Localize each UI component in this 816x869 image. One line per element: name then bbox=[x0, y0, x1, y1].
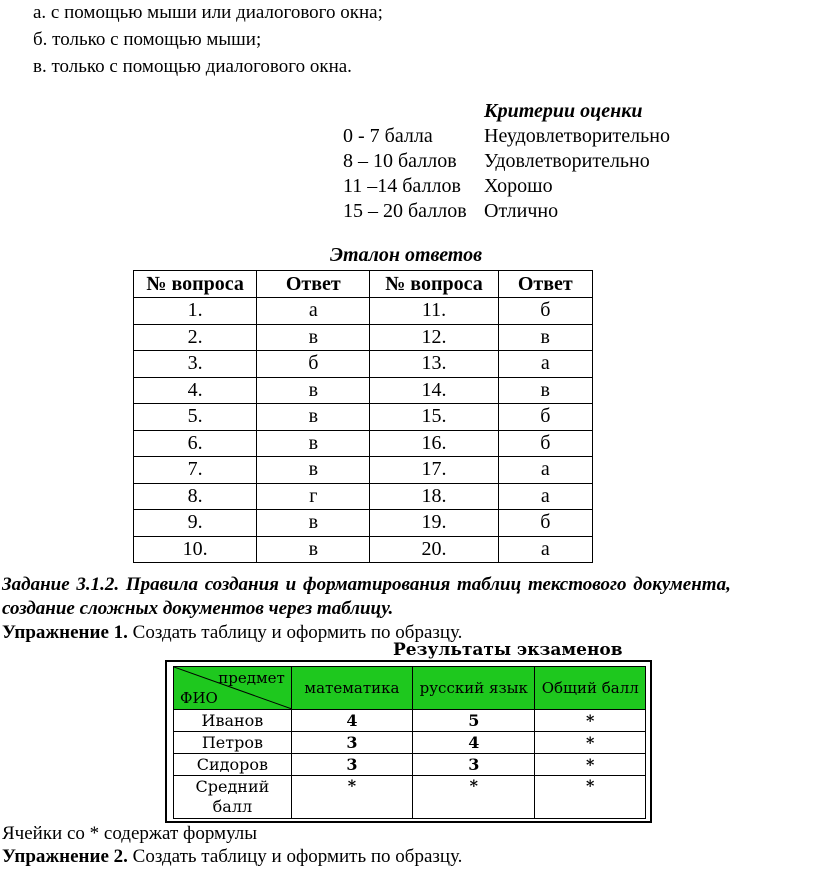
table-row bbox=[134, 377, 593, 404]
cell: * bbox=[413, 776, 535, 819]
cell: 3 bbox=[291, 732, 412, 754]
cell: б bbox=[498, 510, 592, 537]
cell: 4 bbox=[291, 710, 412, 732]
cell-name: Петров bbox=[174, 732, 292, 754]
table-header-row bbox=[134, 271, 593, 298]
cell: в bbox=[257, 377, 370, 404]
cell: а bbox=[498, 351, 592, 378]
cell: * bbox=[535, 732, 646, 754]
cell: 5 bbox=[413, 710, 535, 732]
exercise-text: Создать таблицу и оформить по образцу. bbox=[127, 846, 463, 867]
table-row bbox=[134, 298, 593, 325]
cell: в bbox=[498, 377, 592, 404]
criteria-grade: Удовлетворительно bbox=[484, 150, 650, 172]
cell: а bbox=[257, 298, 370, 325]
cell: 16. bbox=[370, 430, 498, 457]
criteria-grade: Отлично bbox=[484, 200, 559, 222]
cell: 11. bbox=[370, 298, 498, 325]
exercise-label: Упражнение 2. bbox=[2, 846, 128, 867]
cell: 19. bbox=[370, 510, 498, 537]
cell: 4 bbox=[413, 732, 535, 754]
cell: * bbox=[535, 776, 646, 819]
exercise-label: Упражнение 1. bbox=[2, 622, 128, 643]
table-row bbox=[174, 754, 646, 776]
cell: б bbox=[498, 404, 592, 431]
cell: 1. bbox=[134, 298, 257, 325]
table-row bbox=[134, 536, 593, 563]
criteria-range: 15 – 20 баллов bbox=[343, 200, 467, 222]
exam-title: Результаты экзаменов bbox=[393, 640, 623, 660]
table-row bbox=[174, 776, 646, 819]
answers-table bbox=[133, 270, 593, 563]
cell: б bbox=[498, 298, 592, 325]
cell: б bbox=[257, 351, 370, 378]
option-c: в. только с помощью диалогового окна. bbox=[33, 56, 352, 77]
cell: б bbox=[498, 430, 592, 457]
cell: а bbox=[498, 457, 592, 484]
criteria-grade: Неудовлетворительно bbox=[484, 125, 670, 147]
table-row bbox=[134, 510, 593, 537]
cell: 7. bbox=[134, 457, 257, 484]
cell: 4. bbox=[134, 377, 257, 404]
cell: 3. bbox=[134, 351, 257, 378]
answers-title: Эталон ответов bbox=[330, 244, 483, 266]
task-heading-line1: Задание 3.1.2. Правила создания и форматирования таблиц текстового документа, bbox=[2, 574, 731, 595]
criteria-range: 0 - 7 балла bbox=[343, 125, 433, 147]
cell: 5. bbox=[134, 404, 257, 431]
table-row bbox=[134, 404, 593, 431]
cell: в bbox=[257, 404, 370, 431]
col-header: Общий балл bbox=[535, 667, 646, 710]
col-header: математика bbox=[291, 667, 412, 710]
cell: г bbox=[257, 483, 370, 510]
option-b: б. только с помощью мыши; bbox=[33, 29, 262, 50]
corner-cell bbox=[174, 667, 292, 710]
cell: 17. bbox=[370, 457, 498, 484]
cell-name: Сидоров bbox=[174, 754, 292, 776]
cell: * bbox=[535, 754, 646, 776]
cell: 12. bbox=[370, 324, 498, 351]
table-row bbox=[174, 710, 646, 732]
cell: 20. bbox=[370, 536, 498, 563]
cell: в bbox=[257, 457, 370, 484]
cell: * bbox=[291, 776, 412, 819]
cell: в bbox=[257, 536, 370, 563]
corner-top-label: предмет bbox=[218, 669, 285, 687]
criteria-title: Критерии оценки bbox=[484, 100, 643, 122]
cell: 8. bbox=[134, 483, 257, 510]
cell: 18. bbox=[370, 483, 498, 510]
cell: 9. bbox=[134, 510, 257, 537]
cell: в bbox=[257, 430, 370, 457]
cell-name: Иванов bbox=[174, 710, 292, 732]
task-heading-line2: создание сложных документов через таблицу. bbox=[2, 598, 394, 619]
table-header-row bbox=[174, 667, 646, 710]
cell: * bbox=[535, 710, 646, 732]
criteria-range: 8 – 10 баллов bbox=[343, 150, 457, 172]
table-row bbox=[134, 457, 593, 484]
col-header: № вопроса bbox=[370, 271, 498, 298]
cell: 3 bbox=[291, 754, 412, 776]
cell: в bbox=[498, 324, 592, 351]
cell: 15. bbox=[370, 404, 498, 431]
formula-note: Ячейки со * содержат формулы bbox=[2, 823, 257, 844]
option-a: а. с помощью мыши или диалогового окна; bbox=[33, 2, 383, 23]
table-row bbox=[134, 430, 593, 457]
cell: а bbox=[498, 536, 592, 563]
cell-name: Средний балл bbox=[174, 776, 292, 819]
exercise-text: Создать таблицу и оформить по образцу. bbox=[127, 622, 463, 643]
cell: в bbox=[257, 324, 370, 351]
cell: 10. bbox=[134, 536, 257, 563]
cell: 2. bbox=[134, 324, 257, 351]
cell: 6. bbox=[134, 430, 257, 457]
table-row bbox=[174, 732, 646, 754]
cell: в bbox=[257, 510, 370, 537]
table-row bbox=[134, 483, 593, 510]
cell: 14. bbox=[370, 377, 498, 404]
table-row bbox=[134, 324, 593, 351]
col-header: Ответ bbox=[257, 271, 370, 298]
cell: 3 bbox=[413, 754, 535, 776]
exercise-2 bbox=[2, 846, 462, 868]
cell: 13. bbox=[370, 351, 498, 378]
col-header: № вопроса bbox=[134, 271, 257, 298]
table-row bbox=[134, 351, 593, 378]
col-header: Ответ bbox=[498, 271, 592, 298]
corner-bottom-label: ФИО bbox=[180, 689, 218, 707]
criteria-range: 11 –14 баллов bbox=[343, 175, 461, 197]
cell: а bbox=[498, 483, 592, 510]
col-header: русский язык bbox=[413, 667, 535, 710]
exam-table bbox=[173, 666, 646, 819]
criteria-grade: Хорошо bbox=[484, 175, 553, 197]
exam-table-frame bbox=[165, 660, 652, 823]
